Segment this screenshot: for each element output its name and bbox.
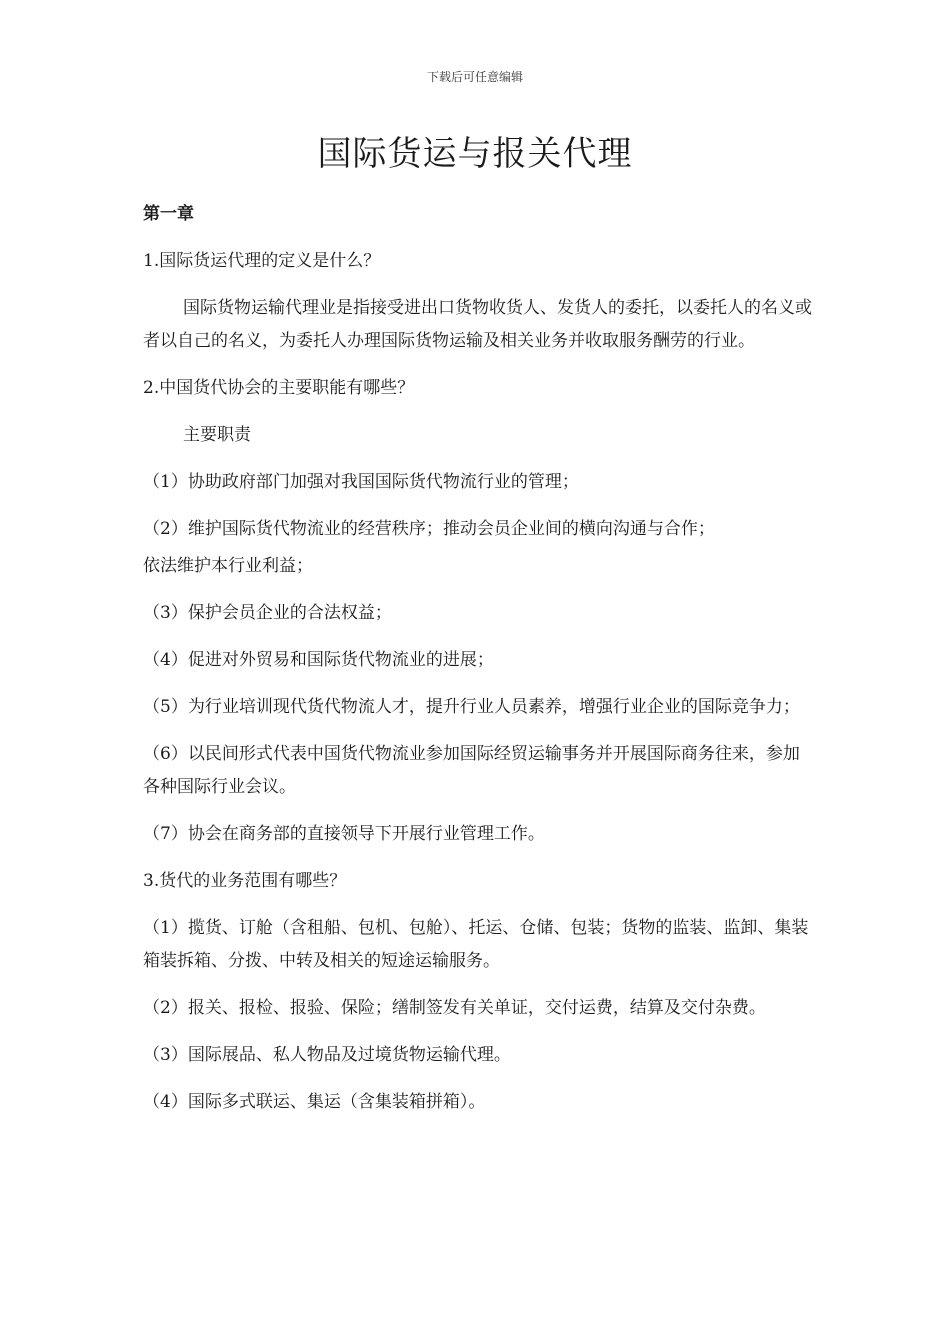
answer-2-intro: 主要职责 (183, 425, 251, 445)
answer-1: 国际货物运输代理业是指接受进出口货物收货人、发货人的委托，以委托人的名义或者以自己的名义，为委托人办理国际货物运输及相关业务并收取服务酬劳的行业。 (143, 298, 812, 351)
list-item: （5）为行业培训现代货代物流人才，提升行业人员素养，增强行业企业的国际竞争力； (143, 697, 800, 717)
question-3: 3.货代的业务范围有哪些？ (143, 871, 347, 891)
list-item: （6）以民间形式代表中国货代物流业参加国际经贸运输事务并开展国际商务往来，参加各种国际行业会议。 (143, 744, 800, 797)
question-2: 2.中国货代协会的主要职能有哪些？ (143, 378, 415, 398)
chapter-heading: 第一章 (143, 204, 194, 224)
list-item: （1）协助政府部门加强对我国国际货代物流行业的管理； (143, 472, 579, 492)
document-body (143, 198, 813, 1133)
list-item: （4）国际多式联运、集运（含集装箱拼箱）。 (143, 1092, 486, 1112)
list-item: （2）维护国际货代物流业的经营秩序；推动会员企业间的横向沟通与合作； (143, 519, 715, 539)
document-title: 国际货运与报关代理 (317, 134, 633, 174)
list-item: （4）促进对外贸易和国际货代物流业的进展； (143, 650, 494, 670)
list-item: 依法维护本行业利益； (143, 556, 313, 576)
list-item: （1）揽货、订舱（含租船、包机、包舱）、托运、仓储、包装；货物的监装、监卸、集装箱装拆箱、分拨、中转及相关的短途运输服务。 (143, 918, 809, 971)
header-note: 下载后可任意编辑 (426, 70, 523, 84)
list-item: （7）协会在商务部的直接领导下开展行业管理工作。 (143, 824, 545, 844)
question-1: 1.国际货运代理的定义是什么？ (143, 251, 381, 271)
list-item: （3）保护会员企业的合法权益； (143, 603, 392, 623)
list-item: （2）报关、报检、报验、保险；缮制签发有关单证，交付运费，结算及交付杂费。 (143, 998, 766, 1018)
list-item: （3）国际展品、私人物品及过境货物运输代理。 (143, 1045, 511, 1065)
